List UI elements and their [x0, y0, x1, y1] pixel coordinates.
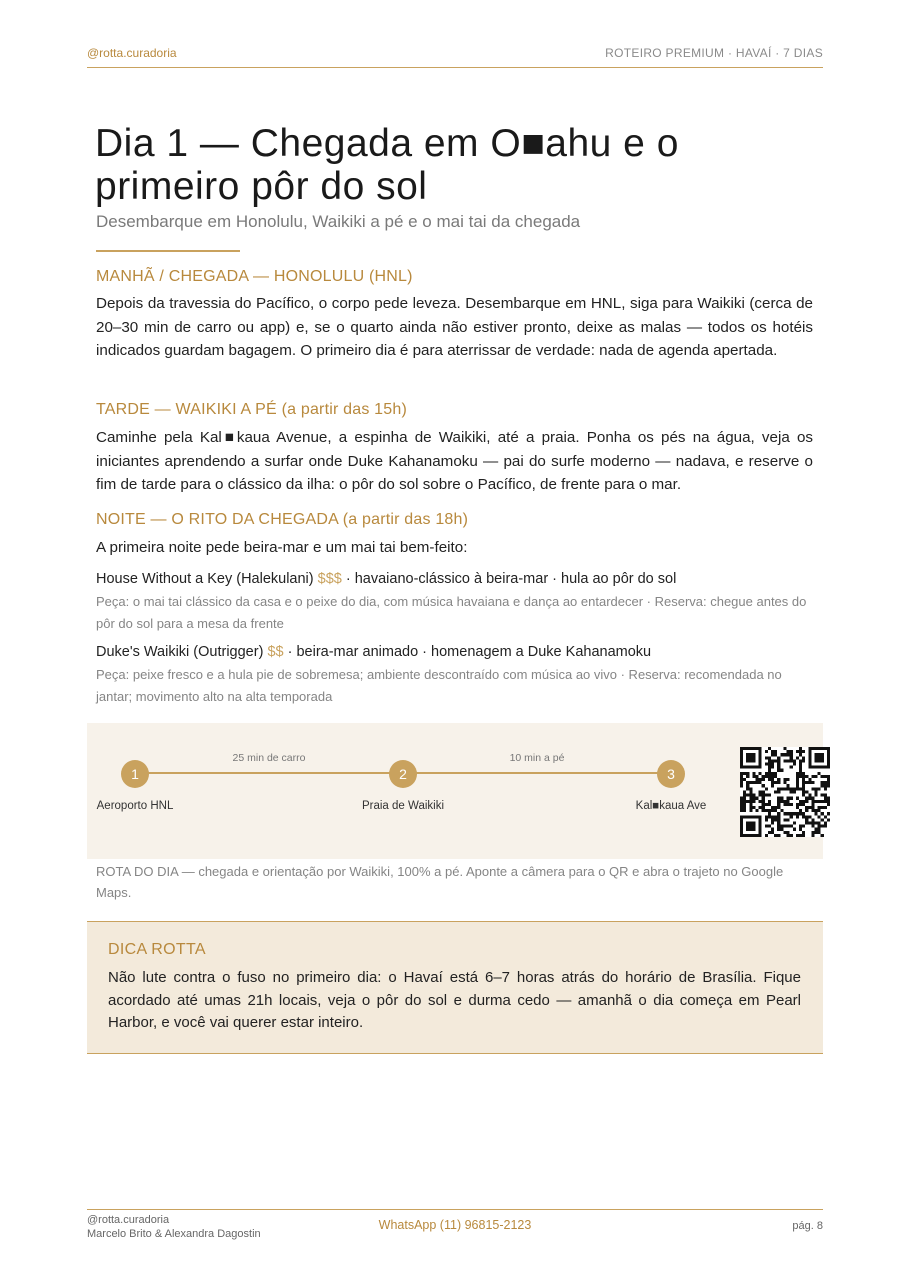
- route-stop-marker: 1: [121, 760, 149, 788]
- route-map: [87, 723, 823, 859]
- section-title-night: NOITE — O RITO DA CHEGADA (a partir das 18h): [96, 511, 469, 528]
- page-header: [87, 44, 823, 68]
- route-stop-marker: 2: [389, 760, 417, 788]
- qr-code-icon[interactable]: [740, 747, 830, 837]
- page-subtitle: Desembarque em Honolulu, Waikiki a pé e o mai tai da chegada: [96, 212, 581, 231]
- tip-text: Não lute contra o fuso no primeiro dia: o Havaí está 6–7 horas atrás do horário de Brasília. Fique acordado até umas 21h locais, veja o pôr do sol e durma cedo — amanhã o dia começa em Pearl Harbor, e você vai querer estar inteiro.: [108, 969, 801, 1031]
- venue-price: $$$: [317, 571, 342, 587]
- section-text-morning: Depois da travessia do Pacífico, o corpo pede leveza. Desembarque em HNL, siga para Waikiki (cerca de 20–30 min de carro ou app) e, se o quarto ainda não estiver pronto, deixe as malas — todos os hotéis indicados guardam bagagem. O primeiro dia é para aterrissar de verdade: nada de agenda apertada.: [96, 295, 813, 359]
- page-footer: [87, 1209, 823, 1250]
- page-number: pág. 8: [792, 1220, 823, 1232]
- route-stop-label: Praia de Waikiki: [361, 800, 445, 812]
- venue-item: [96, 644, 813, 660]
- section-title-afternoon: TARDE — WAIKIKI A PÉ (a partir das 15h): [96, 401, 408, 418]
- venue-note: Peça: o mai tai clássico da casa e o peixe do dia, com música havaiana e dança ao entardecer · Reserva: chegue antes do pôr do sol para a mesa da frente: [96, 594, 807, 631]
- section-title-morning: MANHÃ / CHEGADA — HONOLULU (HNL): [96, 268, 413, 285]
- section-intro-night: A primeira noite pede beira-mar e um mai tai bem-feito:: [96, 539, 468, 556]
- venue-item: [96, 571, 813, 587]
- header-handle: @rotta.curadoria: [87, 46, 177, 60]
- title-divider: [96, 250, 240, 252]
- route-stop-label: Aeroporto HNL: [96, 800, 174, 812]
- page-title: Dia 1 — Chegada em O■ahu e o primeiro pôr do sol: [95, 122, 679, 208]
- route-stop-label: Kal■kaua Ave: [635, 800, 707, 812]
- footer-authors: Marcelo Brito & Alexandra Dagostin: [87, 1228, 261, 1240]
- tip-box: [87, 921, 823, 1054]
- section-text-afternoon: Caminhe pela Kal■kaua Avenue, a espinha de Waikiki, até a praia. Ponha os pés na água, veja os iniciantes aprendendo a surfar onde Duke Kahanamoku — pai do surfe moderno — nadava, e reserve o fim de tarde para o clássico da ilha: o pôr do sol sobre o Pacífico, de frente para o mar.: [96, 429, 813, 493]
- header-label: ROTEIRO PREMIUM · HAVAÍ · 7 DIAS: [605, 46, 823, 60]
- tip-title: DICA ROTTA: [108, 941, 206, 958]
- route-segment-label: 25 min de carro: [232, 752, 306, 764]
- route-stop-marker: 3: [657, 760, 685, 788]
- venue-description: · beira-mar animado · homenagem a Duke Kahanamoku: [283, 644, 652, 660]
- venue-note: Peça: peixe fresco e a hula pie de sobremesa; ambiente descontraído com música ao vivo · Reserva: recomendada no jantar; movimento alto na alta temporada: [96, 667, 782, 704]
- route-segment-label: 10 min a pé: [509, 752, 565, 764]
- venue-name: Duke's Waikiki (Outrigger): [96, 644, 264, 660]
- footer-handle: @rotta.curadoria: [87, 1214, 170, 1226]
- venue-price: $$: [267, 644, 284, 660]
- venue-name: House Without a Key (Halekulani): [96, 571, 314, 587]
- footer-whatsapp-link[interactable]: WhatsApp (11) 96815-2123: [378, 1218, 532, 1232]
- venue-description: · havaiano-clássico à beira-mar · hula ao pôr do sol: [341, 571, 677, 587]
- route-caption: ROTA DO DIA — chegada e orientação por Waikiki, 100% a pé. Aponte a câmera para o QR e abra o trajeto no Google Maps.: [96, 864, 784, 900]
